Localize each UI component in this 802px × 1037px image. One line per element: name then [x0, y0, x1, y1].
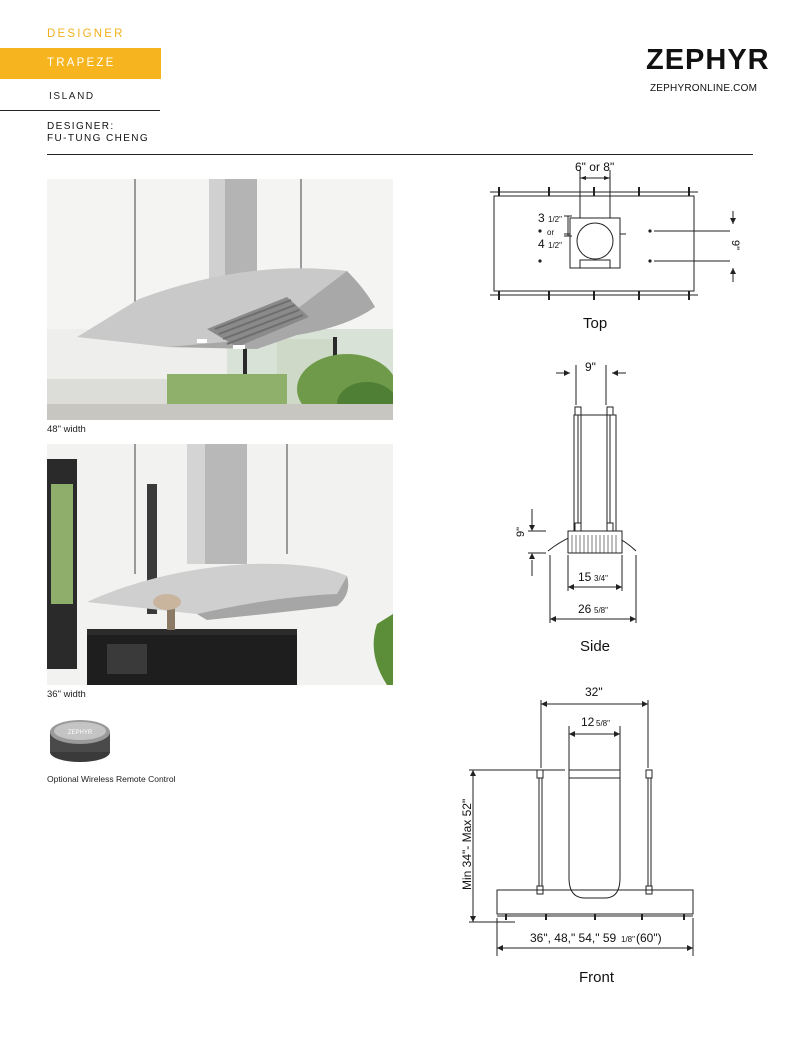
- top-offset-or: or: [547, 228, 555, 237]
- remote-caption: Optional Wireless Remote Control: [47, 774, 176, 784]
- side-view-title: Side: [580, 638, 611, 655]
- front-view-title: Front: [579, 969, 615, 986]
- front-widths: 36", 48," 54," 59: [530, 931, 617, 945]
- front-height-range: Min 34"- Max 52": [460, 798, 474, 890]
- side-inner-depth: 15: [578, 570, 592, 584]
- side-chimney-width: 9": [585, 360, 596, 374]
- designer-label: DESIGNER:: [47, 121, 115, 132]
- front-chimney-width: 12: [581, 715, 595, 729]
- top-offset-a: 3: [538, 211, 545, 225]
- website-url[interactable]: ZEPHYRONLINE.COM: [650, 83, 758, 94]
- nav-product-label: TRAPEZE: [47, 57, 116, 69]
- designer-credit: [47, 121, 149, 145]
- remote-brand-label: ZEPHYR: [67, 730, 93, 736]
- front-rod-spacing: 32": [585, 685, 603, 699]
- photo-caption-48: 48" width: [47, 424, 86, 435]
- front-widths-frac: 1/8": [621, 935, 635, 944]
- front-chimney-width-frac: 5/8": [596, 719, 610, 728]
- top-offset-b-frac: 1/2": [548, 241, 562, 250]
- nav-product-active[interactable]: [0, 48, 161, 79]
- top-offset-b: 4: [538, 237, 545, 251]
- top-mount-spacing: 9": [729, 240, 741, 251]
- top-offset-a-frac: 1/2": [548, 215, 562, 224]
- nav-divider: [0, 110, 160, 111]
- top-duct-width: 6" or 8": [575, 160, 615, 174]
- remote-control-image: [47, 712, 117, 773]
- zephyr-logo: ZEPHYR: [646, 44, 770, 76]
- top-view-diagram: [470, 158, 770, 343]
- header-divider: [47, 154, 753, 155]
- photo-caption-36: 36" width: [47, 689, 86, 700]
- product-photo-48: [47, 179, 393, 420]
- nav-type[interactable]: ISLAND: [49, 91, 95, 102]
- front-view-diagram: [455, 680, 715, 990]
- product-photo-36: [47, 444, 393, 685]
- side-outer-depth-frac: 5/8": [594, 606, 608, 615]
- side-view-diagram: [510, 355, 680, 660]
- side-inner-depth-frac: 3/4": [594, 574, 608, 583]
- nav-category[interactable]: DESIGNER: [47, 28, 125, 40]
- side-canopy-height: 9": [515, 526, 527, 537]
- front-widths-tail: (60"): [636, 931, 662, 945]
- side-outer-depth: 26: [578, 602, 592, 616]
- top-view-title: Top: [583, 315, 608, 332]
- designer-name: FU-TUNG CHENG: [47, 133, 150, 144]
